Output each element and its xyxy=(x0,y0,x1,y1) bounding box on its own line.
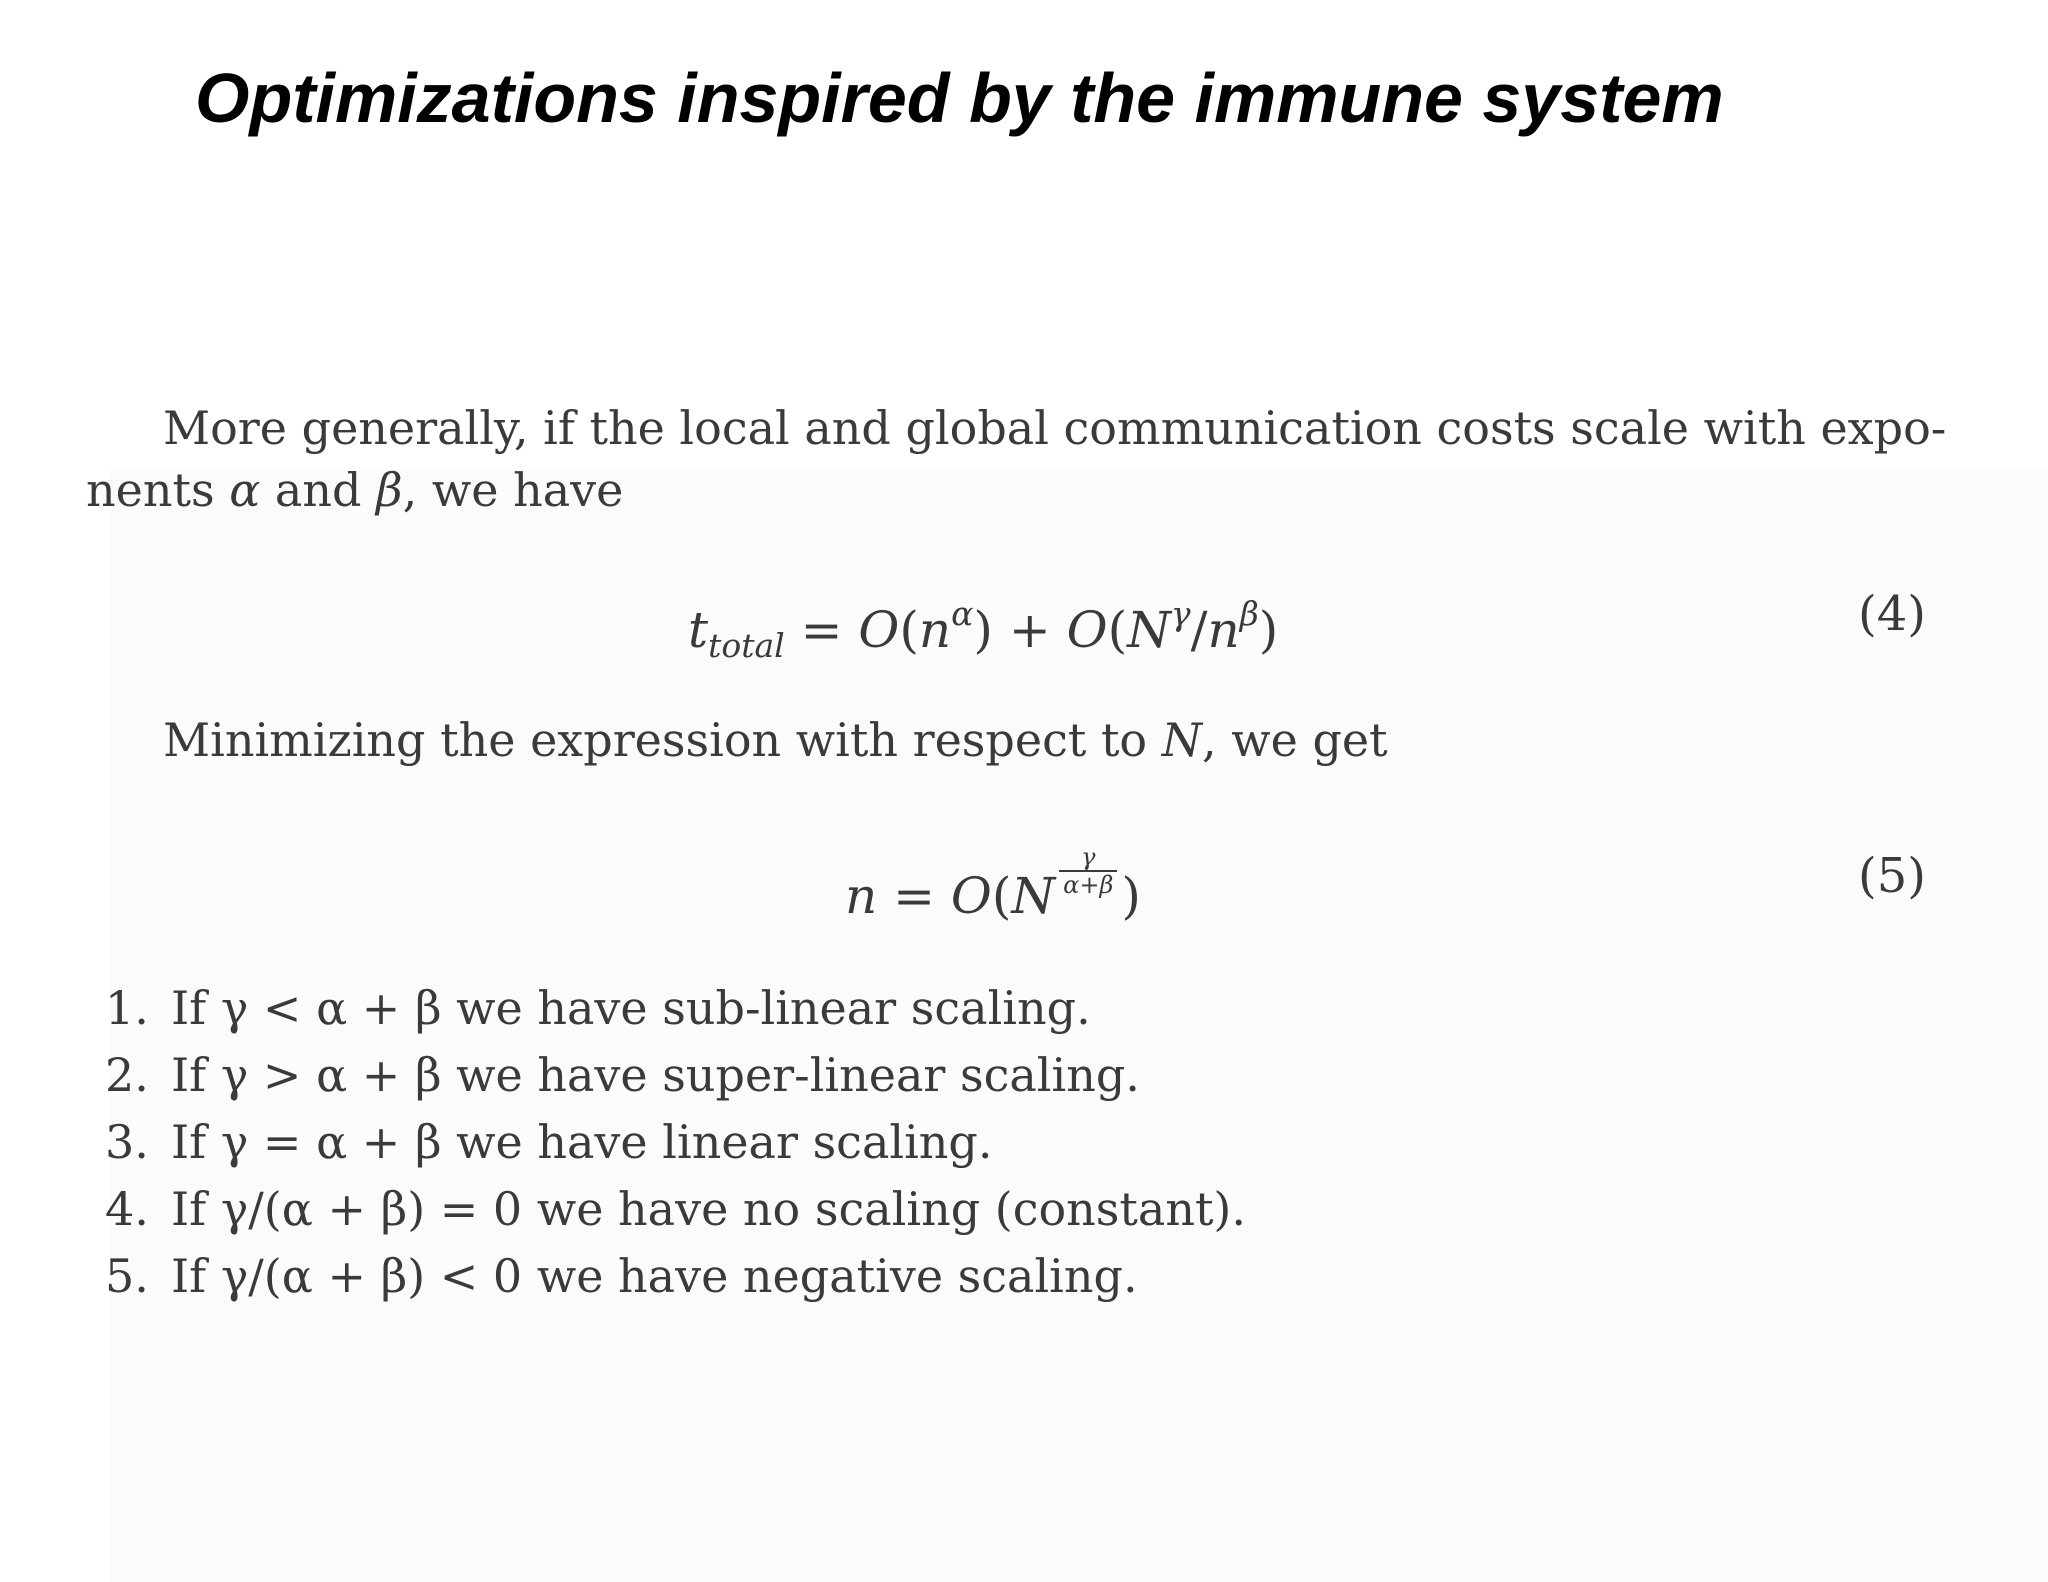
list-item xyxy=(105,1243,1246,1310)
intro-line-2 xyxy=(86,458,623,522)
alpha-symbol: α xyxy=(229,463,261,517)
eq-term: N xyxy=(1011,867,1056,925)
beta-symbol: β xyxy=(376,463,403,517)
eq-term: N xyxy=(1127,601,1171,659)
list-item-text: If γ/(α + β) = 0 we have no scaling (constant). xyxy=(171,1182,1247,1236)
list-item xyxy=(105,1042,1246,1109)
eq-paren: ( xyxy=(1107,601,1128,659)
minimizing-line xyxy=(163,708,1388,772)
eq-paren: ( xyxy=(991,867,1012,925)
eq-superscript: β xyxy=(1239,594,1259,633)
intro-text: , we have xyxy=(402,463,624,517)
intro-text: nents xyxy=(86,463,230,517)
list-item xyxy=(105,975,1246,1042)
eq-term: n xyxy=(1207,601,1240,659)
eq-paren: ( xyxy=(899,601,919,659)
equation-4 xyxy=(688,582,1278,678)
slide-title: Optimizations inspired by the immune system xyxy=(195,59,1724,137)
eq-term: n xyxy=(918,601,952,659)
list-item-text: If γ/(α + β) < 0 we have negative scaling. xyxy=(171,1249,1138,1303)
eq-superscript: γ xyxy=(1170,594,1191,633)
list-item xyxy=(105,1176,1246,1243)
list-item-number: 3. xyxy=(105,1115,149,1169)
eq-term: O xyxy=(1066,601,1108,659)
intro-text: and xyxy=(260,463,377,517)
list-item-number: 5. xyxy=(105,1249,149,1303)
N-symbol: N xyxy=(1161,713,1202,767)
eq-paren: ) xyxy=(973,601,993,659)
eq-term: n xyxy=(845,867,878,925)
eq-paren: ) xyxy=(1258,601,1279,659)
eq-superscript: α xyxy=(951,594,974,633)
eq-fraction-exponent xyxy=(1059,844,1117,898)
minimizing-text: Minimizing the expression with respect to xyxy=(163,713,1162,767)
list-item-text: If γ = α + β we have linear scaling. xyxy=(171,1115,993,1169)
equation-number-5: (5) xyxy=(1858,848,1926,904)
eq-term: t xyxy=(688,601,709,659)
equation-5 xyxy=(845,844,1141,928)
list-item-text: If γ > α + β we have super-linear scaling. xyxy=(171,1048,1140,1102)
minimizing-text: , we get xyxy=(1202,713,1388,767)
equation-number-4: (4) xyxy=(1858,586,1926,642)
list-item xyxy=(105,1109,1246,1176)
eq-paren: ) xyxy=(1121,867,1141,925)
scaling-cases-list xyxy=(105,975,1246,1310)
eq-operator: / xyxy=(1190,601,1208,659)
eq-operator: = xyxy=(877,867,951,925)
eq-operator: = xyxy=(784,601,859,659)
list-item-number: 1. xyxy=(105,981,149,1035)
eq-subscript: total xyxy=(708,626,785,665)
list-item-number: 2. xyxy=(105,1048,149,1102)
eq-term: O xyxy=(858,601,900,659)
list-item-text: If γ < α + β we have sub-linear scaling. xyxy=(171,981,1091,1035)
list-item-number: 4. xyxy=(105,1182,149,1236)
fraction-denominator: α+β xyxy=(1063,871,1114,899)
eq-operator: + xyxy=(992,601,1067,659)
intro-line-1: More generally, if the local and global communication costs scale with expo- xyxy=(163,401,1947,455)
eq-term: O xyxy=(950,867,992,925)
fraction-numerator: γ xyxy=(1059,844,1117,872)
